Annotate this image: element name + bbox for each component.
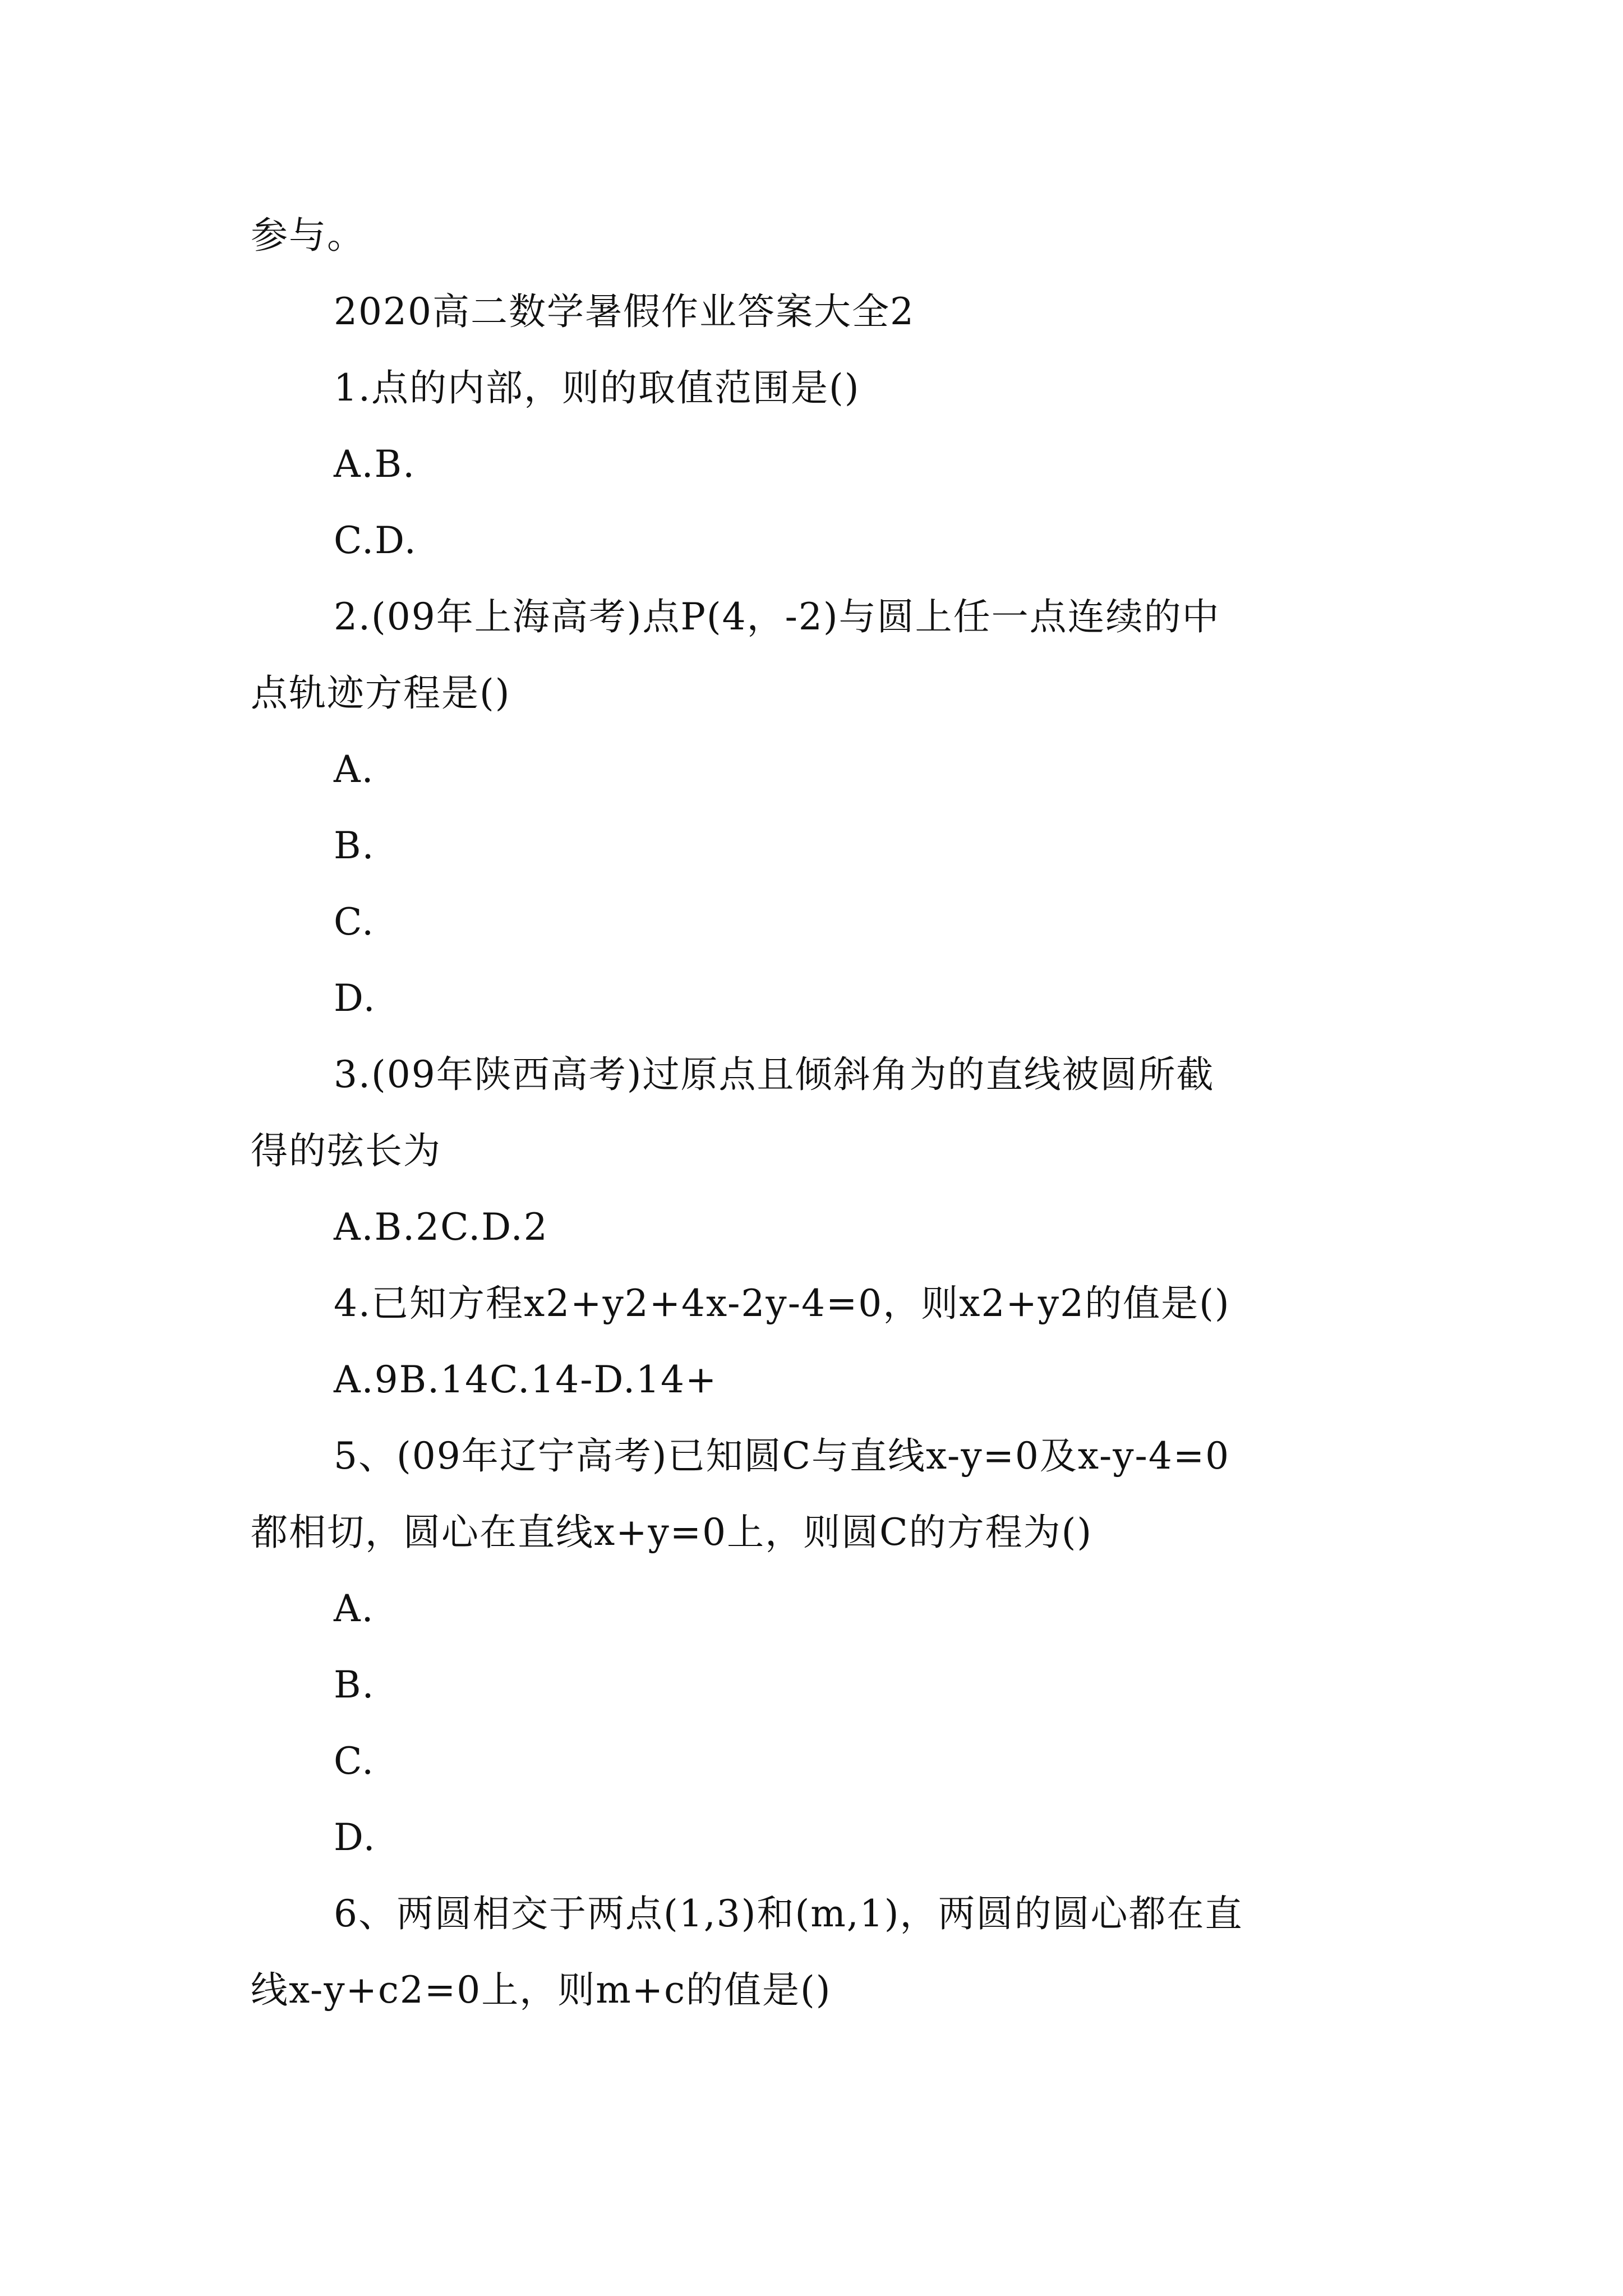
question-3-line-2: 得的弦长为	[251, 1129, 441, 1172]
question-2-option-b: B.	[334, 824, 375, 867]
question-1: 1.点的内部，则的取值范围是()	[334, 366, 860, 409]
question-6-line-1: 6、两圆相交于两点(1,3)和(m,1)，两圆的圆心都在直	[334, 1892, 1243, 1935]
question-3-line-1: 3.(09年陕西高考)过原点且倾斜角为的直线被圆所截	[334, 1053, 1215, 1096]
question-2-option-c: C.	[334, 900, 375, 944]
section-heading: 2020高二数学暑假作业答案大全2	[334, 290, 915, 333]
question-6-line-2: 线x-y+c2=0上，则m+c的值是()	[251, 1968, 832, 2012]
question-5-line-2: 都相切，圆心在直线x+y=0上，则圆C的方程为()	[251, 1511, 1093, 1554]
question-1-options-ab: A.B.	[334, 443, 416, 486]
question-5-option-d: D.	[334, 1816, 376, 1859]
question-5-line-1: 5、(09年辽宁高考)已知圆C与直线x-y=0及x-y-4=0	[334, 1434, 1230, 1478]
question-2-line-2: 点轨迹方程是()	[251, 671, 511, 715]
question-2-line-1: 2.(09年上海高考)点P(4，-2)与圆上任一点连续的中	[334, 595, 1220, 638]
question-5-option-b: B.	[334, 1663, 375, 1706]
question-5-option-a: A.	[334, 1587, 375, 1630]
question-3-options: A.B.2C.D.2	[334, 1205, 548, 1249]
question-2-option-a: A.	[334, 748, 375, 791]
question-5-option-c: C.	[334, 1740, 375, 1783]
question-2-option-d: D.	[334, 977, 376, 1020]
question-4: 4.已知方程x2+y2+4x-2y-4=0，则x2+y2的值是()	[334, 1282, 1230, 1325]
question-1-options-cd: C.D.	[334, 519, 417, 562]
question-4-options: A.9B.14C.14-D.14+	[334, 1358, 718, 1401]
text-line: 参与。	[251, 214, 365, 257]
